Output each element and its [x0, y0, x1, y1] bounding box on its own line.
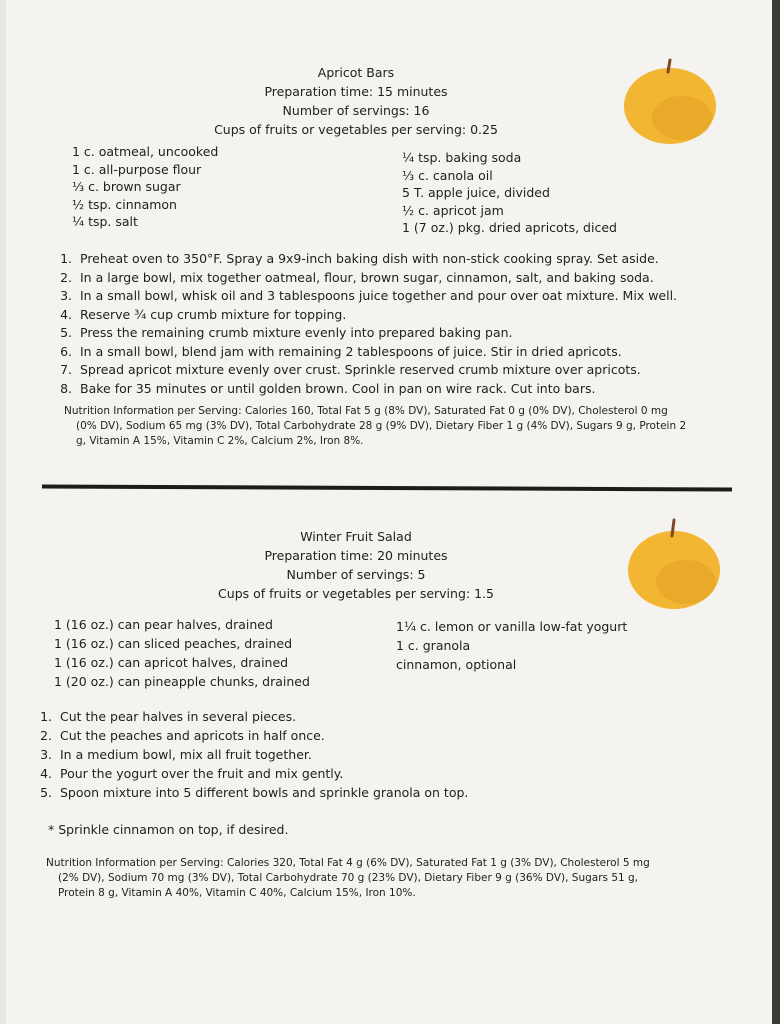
- ingredient: ¼ tsp. baking soda: [402, 150, 522, 165]
- recipe2-nutrition: Nutrition Information per Serving: Calories 320, Total Fat 4 g (6% DV), Saturated Fat 1 g (3% DV), Cholesterol 5 mg (2% DV), Sodium 70 mg (3% DV), Total Carbohydrate 70 g (23% DV), Dietary Fiber 9 g (36% DV), Sugars 51 g, Protein 8 g, Vitamin A 40%, Vitamin C 40%, Calcium 15%, Iron 10%.: [46, 857, 650, 899]
- recipe2-header: [206, 527, 506, 603]
- step: 3. In a medium bowl, mix all fruit together.: [40, 747, 312, 762]
- ingredient: ½ tsp. cinnamon: [72, 196, 177, 212]
- step: 7. Spread apricot mixture evenly over crust. Sprinkle reserved crumb mixture over apricots.: [60, 362, 641, 377]
- ingredient: 1 c. oatmeal, uncooked: [72, 144, 219, 159]
- step: 2. In a large bowl, mix together oatmeal, flour, brown sugar, cinnamon, salt, and baking soda.: [60, 269, 654, 285]
- step: 8. Bake for 35 minutes or until golden brown. Cool in pan on wire rack. Cut into bars.: [60, 380, 596, 396]
- ingredient: 1¼ c. lemon or vanilla low-fat yogurt: [396, 619, 628, 634]
- ingredient: 1 (16 oz.) can apricot halves, drained: [54, 655, 289, 670]
- recipe2-title: Winter Fruit Salad: [300, 529, 412, 544]
- page-edge: [772, 0, 780, 1024]
- recipe1-ingredients-right: [402, 149, 617, 237]
- ingredient: 1 (7 oz.) pkg. dried apricots, diced: [402, 220, 617, 235]
- section-divider: [42, 484, 732, 491]
- ingredient: 1 c. granola: [396, 638, 471, 653]
- apple-icon: [624, 516, 724, 612]
- recipe2-prep-time: Preparation time: 20 minutes: [264, 548, 448, 563]
- step: 4. Pour the yogurt over the fruit and mix gently.: [40, 766, 344, 781]
- ingredient: 5 T. apple juice, divided: [402, 185, 550, 200]
- ingredient: cinnamon, optional: [396, 657, 517, 672]
- recipe2-steps: [26, 707, 468, 802]
- step: 2. Cut the peaches and apricots in half once.: [40, 728, 325, 743]
- recipe1-title: Apricot Bars: [317, 65, 395, 80]
- step: 3. In a small bowl, whisk oil and 3 tablespoons juice together and pour over oat mixture. Mix well.: [60, 288, 678, 303]
- recipe2-ingredients-left: [54, 615, 310, 691]
- ingredient: 1 (16 oz.) can sliced peaches, drained: [54, 636, 293, 651]
- ingredient: ⅓ c. brown sugar: [72, 179, 181, 194]
- recipe1-prep-time: Preparation time: 15 minutes: [264, 84, 448, 99]
- recipe2-note: * Sprinkle cinnamon on top, if desired.: [48, 822, 289, 837]
- ingredient: 1 c. all-purpose flour: [72, 161, 202, 177]
- ingredient: ½ c. apricot jam: [402, 202, 504, 218]
- step: 6. In a small bowl, blend jam with remaining 2 tablespoons of juice. Stir in dried apricots.: [60, 343, 622, 359]
- step: 1. Preheat oven to 350°F. Spray a 9x9-inch baking dish with non-stick cooking spray. Set aside.: [60, 251, 659, 266]
- recipe2-ingredients-right: [396, 617, 627, 674]
- apple-icon: [620, 56, 720, 148]
- recipe1-steps: [46, 250, 677, 398]
- step: 5. Press the remaining crumb mixture evenly into prepared baking pan.: [60, 325, 513, 340]
- recipe1-nutrition: Nutrition Information per Serving: Calories 160, Total Fat 5 g (8% DV), Saturated Fat 0 g (0% DV), Cholesterol 0 mg (0% DV), Sodium 65 mg (3% DV), Total Carbohydrate 28 g (9% DV), Dietary Fiber 1 g (4% DV), Sugars 9 g, Protein 2 g, Vitamin A 15%, Vitamin C 2%, Calcium 2%, Iron 8%.: [64, 405, 687, 447]
- ingredient: 1 (20 oz.) can pineapple chunks, drained: [54, 674, 310, 689]
- ingredient: ⅓ c. canola oil: [402, 167, 493, 183]
- ingredient: 1 (16 oz.) can pear halves, drained: [54, 617, 273, 632]
- recipe2-cups: Cups of fruits or vegetables per serving: 1.5: [218, 586, 494, 601]
- recipe-sheet: [6, 0, 772, 1024]
- recipe1-ingredients-left: [72, 143, 218, 231]
- recipe1-header: [206, 63, 506, 139]
- recipe2-servings: Number of servings: 5: [286, 567, 426, 582]
- recipe1-cups: Cups of fruits or vegetables per serving: 0.25: [214, 122, 498, 137]
- ingredient: ¼ tsp. salt: [72, 214, 138, 229]
- step: 4. Reserve ¾ cup crumb mixture for topping.: [60, 306, 347, 322]
- step: 5. Spoon mixture into 5 different bowls and sprinkle granola on top.: [40, 785, 469, 800]
- recipe1-servings: Number of servings: 16: [282, 103, 430, 118]
- step: 1. Cut the pear halves in several pieces.: [40, 709, 297, 724]
